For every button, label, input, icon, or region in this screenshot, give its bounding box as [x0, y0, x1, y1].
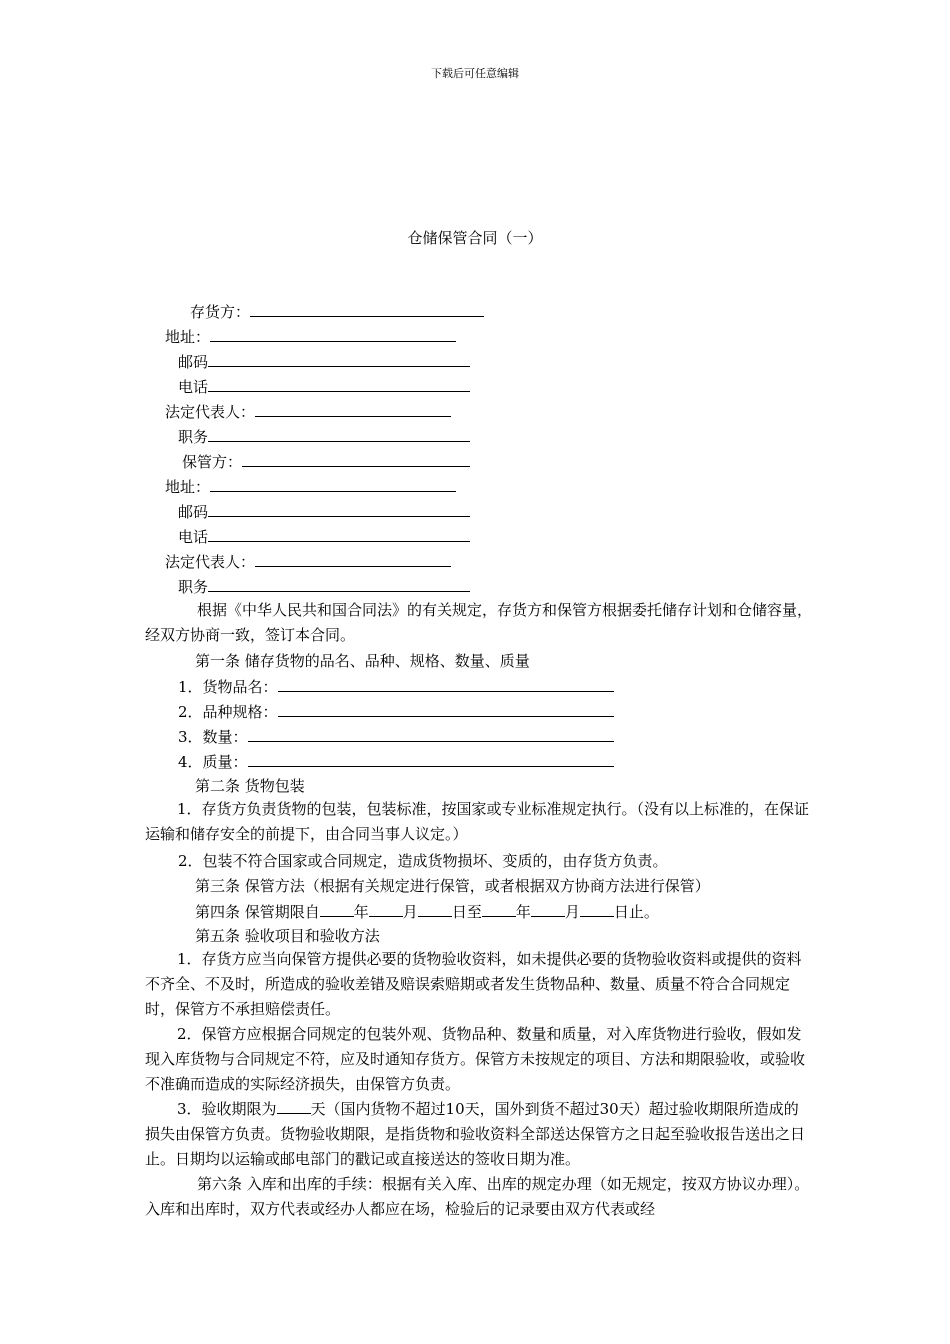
article-1-title: 第一条 储存货物的品名、品种、规格、数量、质量	[195, 652, 530, 670]
depositor-postcode-line	[178, 351, 470, 372]
phone-label: 电话	[178, 528, 209, 546]
article-6: 第六条 入库和出库的手续：根据有关入库、出库的规定办理（如无规定，按双方协议办理）。入库和出库时，双方代表或经办人都应在场，检验后的记录要由双方代表或经	[145, 1175, 810, 1218]
article-5-clause-2: 2．保管方应根据合同规定的包装外观、货物品种、数量和质量，对入库货物进行验收，假如发现入库货物与合同规定不符，应及时通知存货方。保管方未按规定的项目、方法和期限验收，或验收不准确而造成的实际经济损失，由保管方负责。	[145, 1025, 806, 1093]
end-label: 日止。	[613, 903, 659, 921]
month-label: 月	[564, 903, 580, 921]
intro-paragraph: 根据《中华人民共和国合同法》的有关规定，存货方和保管方根据委托储存计划和仓储容量，经双方协商一致，签订本合同。	[145, 601, 813, 644]
depositor-address-line	[165, 326, 456, 347]
custodian-label: 保管方：	[182, 453, 243, 471]
depositor-legal-rep-line	[165, 401, 451, 422]
contract-title: 仓储保管合同（一）	[407, 229, 543, 247]
depositor-position-line	[178, 426, 470, 447]
position-label: 职务	[178, 428, 209, 446]
goods-name-blank	[278, 676, 614, 692]
postcode-blank	[208, 351, 470, 367]
address-blank	[210, 476, 456, 492]
phone-label: 电话	[178, 378, 209, 396]
acceptance-days-blank	[277, 1098, 311, 1114]
quality-label: 4．质量：	[178, 753, 248, 771]
start-day-blank	[418, 901, 452, 917]
postcode-label: 邮码	[178, 503, 209, 521]
phone-blank	[208, 526, 470, 542]
article-5-clause-1: 1．存货方应当向保管方提供必要的货物验收资料，如未提供必要的货物验收资料或提供的资料不齐全、不及时，所造成的验收差错及赔误索赔期或者发生货物品种、数量、质量不符合合同规定时，保管方不承担赔偿责任。	[145, 950, 802, 1018]
position-label: 职务	[178, 578, 209, 596]
legal-rep-label: 法定代表人：	[165, 403, 256, 421]
article-2-clause-2: 2．包装不符合国家或合同规定，造成货物损坏、变质的，由存货方负责。	[178, 852, 668, 870]
goods-name-label: 1．货物品名：	[178, 678, 278, 696]
end-year-blank	[482, 901, 516, 917]
depositor-phone-line	[178, 376, 470, 397]
article-1-item-2	[178, 701, 614, 722]
acceptance-period-text: 天（国内货物不超过10天，国外到货不超过30天）超过验收期限所造成的损失由保管方负责。货物验收期限，是指货物和验收资料全部送达保管方之日起至验收报告送出之日止。日期均以运输或邮电部门的戳记或直接送达的签收日期为准。	[145, 1100, 806, 1168]
depositor-line	[190, 301, 484, 322]
article-5-clause-3	[145, 1097, 813, 1172]
custodian-line	[182, 451, 470, 472]
legal-rep-label: 法定代表人：	[165, 553, 256, 571]
article-2-clause-1: 1．存货方负责货物的包装，包装标准，按国家或专业标准规定执行。（没有以上标准的，在保证运输和储存安全的前提下，由合同当事人议定。）	[145, 800, 810, 843]
depositor-blank	[250, 301, 484, 317]
acceptance-period-prefix: 3．验收期限为	[177, 1100, 277, 1118]
start-month-blank	[369, 901, 403, 917]
address-blank	[210, 326, 456, 342]
spec-label: 2．品种规格：	[178, 703, 278, 721]
custodian-address-line	[165, 476, 456, 497]
address-label: 地址：	[165, 328, 211, 346]
article-1-item-4	[178, 751, 614, 772]
article-1-item-3	[178, 726, 614, 747]
address-label: 地址：	[165, 478, 211, 496]
end-month-blank	[531, 901, 565, 917]
article-2-title: 第二条 货物包装	[195, 777, 305, 795]
page-header: 下载后可任意编辑	[431, 67, 519, 80]
spec-blank	[278, 701, 614, 717]
custodian-legal-rep-line	[165, 551, 451, 572]
custodian-postcode-line	[178, 501, 470, 522]
article-1-item-1	[178, 676, 614, 697]
position-blank	[208, 426, 470, 442]
custodian-position-line	[178, 576, 470, 597]
legal-rep-blank	[255, 401, 451, 417]
day-to-label: 日至	[451, 903, 482, 921]
quality-blank	[248, 751, 614, 767]
quantity-label: 3．数量：	[178, 728, 248, 746]
custodian-phone-line	[178, 526, 470, 547]
article-5-title: 第五条 验收项目和验收方法	[195, 927, 380, 945]
article-3: 第三条 保管方法（根据有关规定进行保管，或者根据双方协商方法进行保管）	[195, 877, 710, 895]
phone-blank	[208, 376, 470, 392]
custodian-blank	[242, 451, 470, 467]
end-day-blank	[580, 901, 614, 917]
depositor-label: 存货方：	[190, 303, 251, 321]
month-label: 月	[402, 903, 418, 921]
year-label: 年	[353, 903, 369, 921]
year-label: 年	[515, 903, 531, 921]
postcode-blank	[208, 501, 470, 517]
period-prefix: 第四条 保管期限自	[195, 903, 320, 921]
postcode-label: 邮码	[178, 353, 209, 371]
article-4	[195, 901, 659, 922]
legal-rep-blank	[255, 551, 451, 567]
start-year-blank	[320, 901, 354, 917]
quantity-blank	[248, 726, 614, 742]
position-blank	[208, 576, 470, 592]
